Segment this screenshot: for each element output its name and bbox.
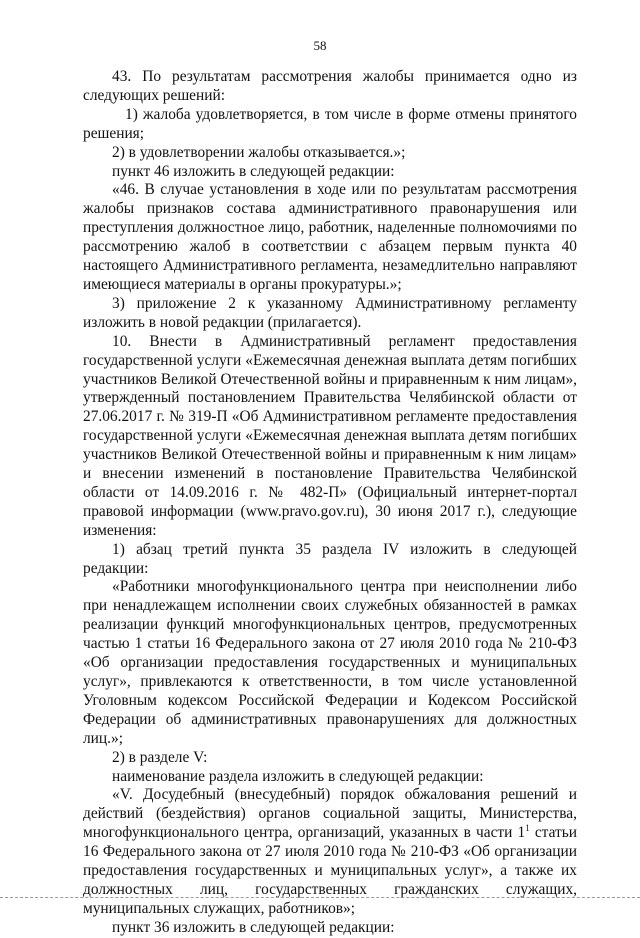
- page-number: 58: [313, 38, 327, 53]
- paragraph-decision-1: 1) жалоба удовлетворяется, в том числе в форме отмены принятого решения;: [83, 105, 577, 142]
- page-bottom-divider: [0, 897, 640, 898]
- paragraph-section-v-title: [83, 786, 577, 918]
- paragraph-mfc-workers: «Работники многофункционального центра при неисполнении либо при ненадлежащем исполнении своих служебных обязанностей в рамках реализации функций многофункциональных центров, предусмотренных частью 1 статьи 16 Федерального закона от 27 июля 2010 года № 210-ФЗ «Об организации предоставления государственных и муниципальных услуг», привлекаются к ответственности, в том числе установленной Уголовным кодексом Российской Федерации и Кодексом Российской Федерации об административных правонарушениях для должностных лиц.»;: [83, 578, 577, 747]
- paragraph-point-46-intro: пункт 46 изложить в следующей редакции:: [112, 162, 395, 180]
- paragraph-10: 10. Внести в Административный регламент предоставления государственной услуги «Ежемесячная денежная выплата детям погибших участников Великой Отечественной войны и приравненным к ним лицам», утвержденный постановлением Правительства Челябинской области от 27.06.2017 г. № 319-П «Об Административном регламенте предоставления государственной услуги «Ежемесячная денежная выплата детям погибших участников Великой Отечественной войны и приравненным к ним лицам» и внесении изменений в постановление Правительства Челябинской области от 14.09.2016 г. № 482-П» (Официальный интернет-портал правовой информации (www.pravo.gov.ru), 30 июня 2017 г.), следующие изменения:: [83, 332, 577, 539]
- paragraph-43: 43. По результатам рассмотрения жалобы принимается одно из следующих решений:: [83, 68, 577, 104]
- section-v-title-part-2: статьи 16 Федерального закона от 27 июля 2010 года № 210-ФЗ «Об организации предоставления государственных и муниципальных услуг», а также их должностных лиц, государственных гражданских служащих, муниципальных служащих, работников»;: [83, 824, 577, 917]
- paragraph-amend-1: 1) абзац третий пункта 35 раздела IV изложить в следующей редакции:: [83, 540, 577, 577]
- paragraph-amend-2: 2) в разделе V:: [112, 748, 208, 766]
- superscript-marker: 1: [525, 823, 530, 834]
- paragraph-section-name-intro: наименование раздела изложить в следующей редакции:: [112, 767, 484, 785]
- section-v-title-part-1: «V. Досудебный (внесудебный) порядок обжалования решений и действий (бездействия) органов социальной защиты, Министерства, многофункционального центра, организаций, указанных в части 1: [83, 786, 577, 842]
- paragraph-point-36-intro: пункт 36 изложить в следующей редакции:: [112, 918, 395, 936]
- document-body: [83, 68, 577, 938]
- paragraph-point-46: «46. В случае установления в ходе или по результатам рассмотрения жалобы признаков состава административного правонарушения или преступления должностное лицо, работник, наделенные полномочиями по рассмотрению жалоб в соответствии с абзацем первым пункта 40 настоящего Административного регламента, незамедлительно направляют имеющиеся материалы в органы прокуратуры.»;: [83, 181, 577, 293]
- paragraph-decision-2: 2) в удовлетворении жалобы отказывается.»;: [112, 143, 406, 161]
- paragraph-appendix-2: 3) приложение 2 к указанному Административному регламенту изложить в новой редакции (прилагается).: [83, 294, 577, 331]
